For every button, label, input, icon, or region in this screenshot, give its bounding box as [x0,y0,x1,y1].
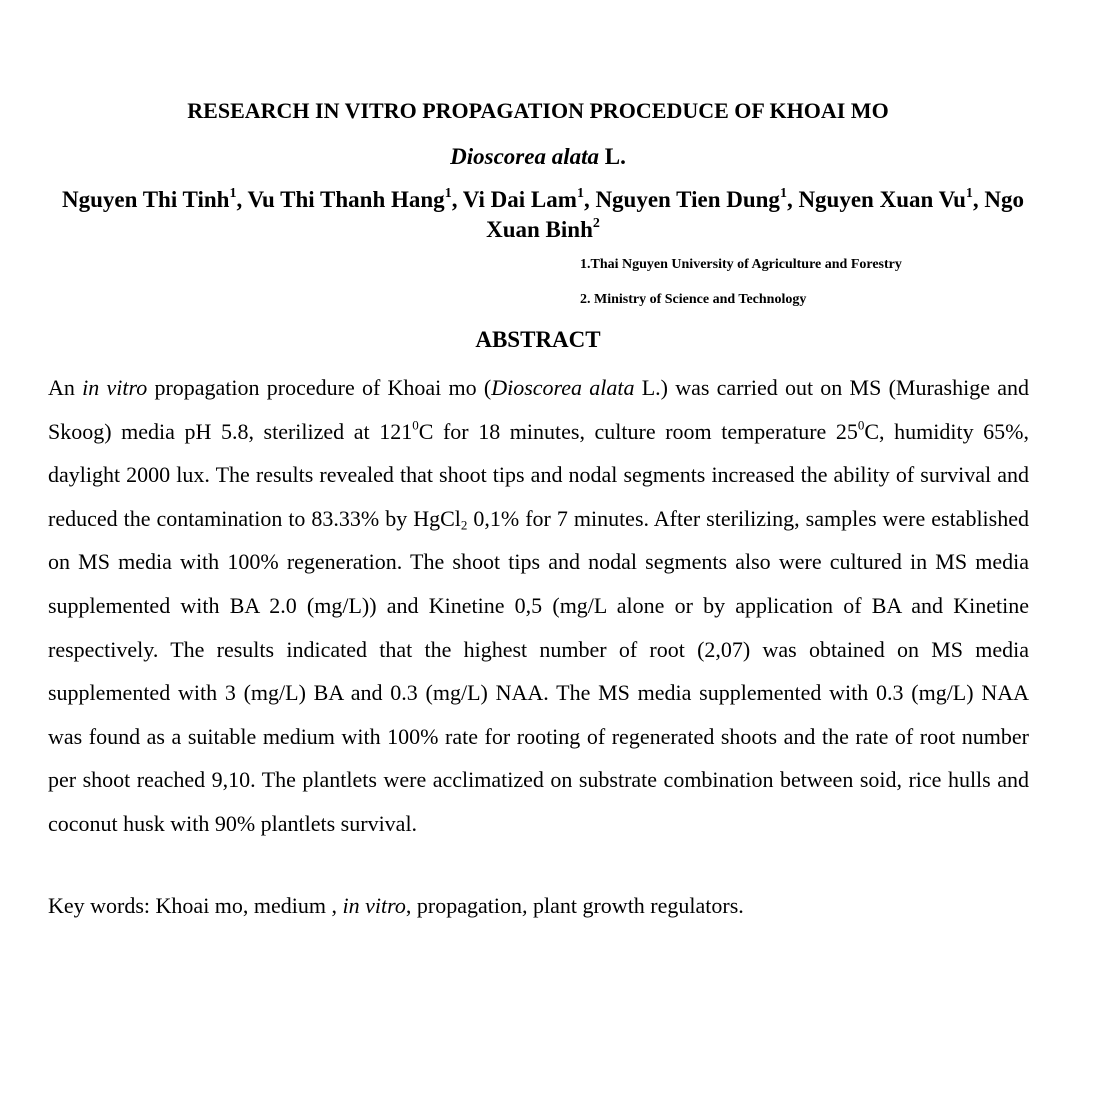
species-latin-name: Dioscorea alata [450,144,599,169]
abstract-segment: C, humidity 65%, daylight 2000 lux. The results revealed that shoot tips and nodal segments increased the ability of survival and reduced the contamination to 83.33% by HgCl [48,418,1029,531]
keywords-italic-term: in vitro [342,893,406,918]
author-name: Vu Thi Thanh Hang [247,187,445,212]
author-separator: , [236,187,248,212]
author-list [48,185,1038,245]
author-affiliation-mark: 1 [444,186,452,202]
author-affiliation-mark: 1 [779,186,787,202]
author-name: Ngo Xuan Binh [486,187,1025,242]
author-affiliation-mark: 1 [229,186,237,202]
keywords-segment: Key words: Khoai mo, medium , [48,893,343,918]
abstract-segment: 0,1% for 7 minutes. After sterilizing, samples were established on MS media with 100% regeneration. The shoot tips and nodal segments also were cultured in MS media supplemented with BA 2.0 (mg/L)) and Kinetine 0,5 (mg/L alone or by application of BA and Kinetine respectively. The results indicated that the highest number of root (2,07) was obtained on MS media supplemented with 3 (mg/L) BA and 0.3 (mg/L) NAA. The MS media supplemented with 0.3 (mg/L) NAA was found as a suitable medium with 100% rate for rooting of regenerated shoots and the rate of root number per shoot reached 9,10. The plantlets were acclimatized on substrate combination between soid, rice hulls and coconut husk with 90% plantlets survival. [48,505,1030,836]
abstract-italic-term: in vitro [82,375,148,400]
abstract-segment: C for 18 minutes, culture room temperature 25 [418,418,858,444]
affiliation-2: 2. Ministry of Science and Technology [580,292,807,307]
abstract-text [48,366,1029,846]
author-name: Vi Dai Lam [462,187,577,212]
paper-title: RESEARCH IN VITRO PROPAGATION PROCEDUCE OF KHOAI MO [187,98,889,123]
abstract-segment: An [48,375,83,400]
author-name: Nguyen Tien Dung [595,187,780,212]
author-separator: , [786,187,799,212]
species-name [0,142,1076,172]
abstract-italic-term: Dioscorea alata [491,375,635,400]
author-affiliation-mark: 1 [965,186,973,202]
affiliation-1: 1.Thai Nguyen University of Agriculture and Forestry [580,257,902,272]
keywords-segment: , propagation [405,893,522,918]
author-separator: , [972,187,985,212]
keywords-line [48,889,744,923]
author-name: Nguyen Thi Tinh [61,187,230,212]
species-authority: L. [599,144,626,169]
chemical-subscript: 2 [460,517,468,533]
author-separator: , [583,187,596,212]
abstract-heading: ABSTRACT [475,327,601,352]
author-separator: , [451,187,463,212]
degree-superscript: 0 [412,416,419,432]
abstract-segment: L.) was carried out on MS (Murashige and Skoog) media pH 5.8, sterilized at 121 [48,375,1029,444]
degree-superscript: 0 [857,416,865,432]
keywords-segment: plant growth regulators. [527,893,744,918]
author-affiliation-mark: 2 [592,216,600,232]
author-affiliation-mark: 1 [576,186,584,202]
keywords-italic-comma: , [521,893,528,918]
author-name: Nguyen Xuan Vu [798,187,966,212]
abstract-segment: propagation procedure of Khoai mo ( [147,375,492,400]
